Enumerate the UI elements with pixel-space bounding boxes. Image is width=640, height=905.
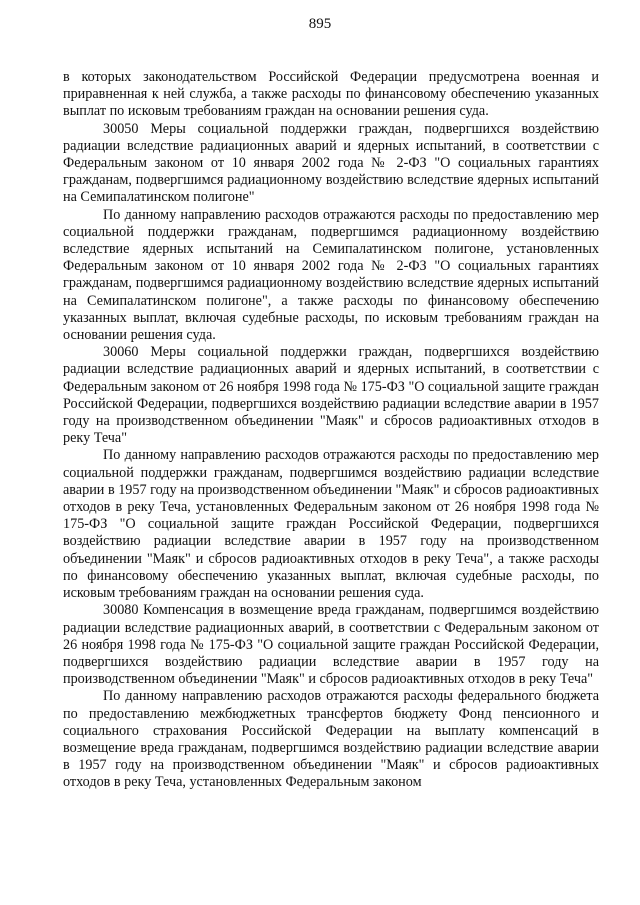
document-body [63,69,599,792]
paragraph-6: 30080 Компенсация в возмещение вреда гражданам, подвергшимся воздействию радиации вследствие радиационных аварий, в соответствии с Федеральным законом от 26 ноября 1998 года № 175-ФЗ "О социальной защите граждан Российской Федерации, подвергшихся воздействию радиации вследствие аварии в 1957 году на производственном объединении "Маяк" и сбросов радиоактивных отходов в реку Теча" [63,602,599,688]
paragraph-1: в которых законодательством Российской Федерации предусмотрена военная и приравненная к ней служба, а также расходы по финансовому обеспечению указанных выплат по исковым требованиям граждан на основании решения суда. [63,69,599,120]
paragraph-2: 30050 Меры социальной поддержки граждан, подвергшихся воздействию радиации вследствие радиационных аварий и ядерных испытаний, в соответствии с Федеральным законом от 10 января 2002 года № 2-ФЗ "О социальных гарантиях гражданам, подвергшимся радиационному воздействию вследствие ядерных испытаний на Семипалатинском полигоне" [63,120,599,206]
paragraph-3: По данному направлению расходов отражаются расходы по предоставлению мер социальной поддержки гражданам, подвергшимся радиационному воздействию вследствие ядерных испытаний на Семипалатинском полигоне, установленных Федеральным законом от 10 января 2002 года № 2-ФЗ "О социальных гарантиях гражданам, подвергшимся радиационному воздействию вследствие ядерных испытаний на Семипалатинском полигоне", а также расходы по финансовому обеспечению указанных выплат, включая судебные расходы, по исковым требованиям граждан на основании решения суда. [63,206,599,344]
paragraph-5: По данному направлению расходов отражаются расходы по предоставлению мер социальной поддержки гражданам, подвергшимся воздействию радиации вследствие аварии в 1957 году на производственном объединении "Маяк" и сбросов радиоактивных отходов в реку Теча, установленных Федеральным законом от 26 ноября 1998 года № 175-ФЗ "О социальной защите граждан Российской Федерации, подвергшихся воздействию радиации вследствие аварии в 1957 году на производственном объединении "Маяк" и сбросов радиоактивных отходов в реку Теча", а также расходы по финансовому обеспечению указанных выплат, включая судебные расходы, по исковым требованиям граждан на основании решения суда. [63,447,599,602]
page-number: 895 [308,16,332,32]
paragraph-7: По данному направлению расходов отражаются расходы федерального бюджета по предоставлению межбюджетных трансфертов бюджету Фонд пенсионного и социального страхования Российской Федерации на выплату компенсаций в возмещение вреда гражданам, подвергшимся воздействию радиации вследствие аварии в 1957 году на производственном объединении "Маяк" и сбросов радиоактивных отходов в реку Теча, установленных Федеральным законом [63,688,599,791]
paragraph-4: 30060 Меры социальной поддержки граждан, подвергшихся воздействию радиации вследствие радиационных аварий и ядерных испытаний, в соответствии с Федеральным законом от 26 ноября 1998 года № 175-ФЗ "О социальной защите граждан Российской Федерации, подвергшихся воздействию радиации вследствие аварии в 1957 году на производственном объединении "Маяк" и сбросов радиоактивных отходов в реку Теча" [63,344,599,447]
